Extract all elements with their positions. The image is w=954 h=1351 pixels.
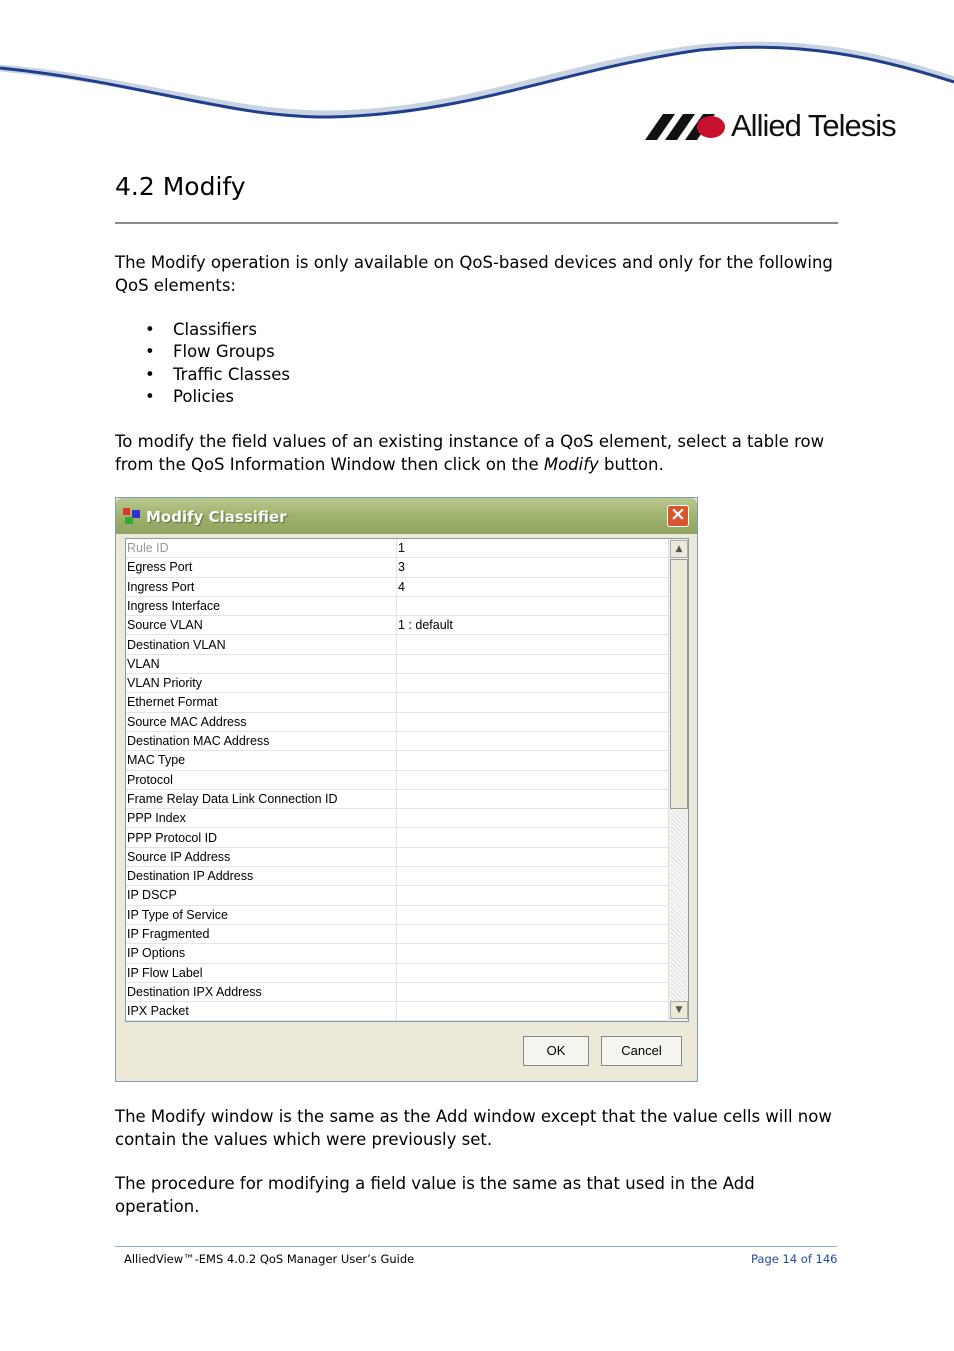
element-list [145, 319, 290, 408]
close-icon: × [670, 503, 686, 525]
footer-page-number: Page 14 of 146 [751, 1252, 838, 1266]
table-row[interactable] [126, 809, 668, 828]
field-name: IP Options [127, 946, 186, 961]
field-name: Destination VLAN [127, 637, 226, 652]
modify-classifier-dialog [115, 497, 698, 1082]
scroll-thumb[interactable] [670, 559, 688, 809]
table-row[interactable] [126, 886, 668, 905]
table-row[interactable] [126, 906, 668, 925]
table-row[interactable] [126, 578, 668, 597]
modify-window-paragraph: The Modify window is the same as the Add window except that the value cells will now contain the values which were previously set. [115, 1107, 832, 1149]
table-row[interactable] [126, 983, 668, 1002]
field-name: IPX Packet [127, 1004, 189, 1019]
table-row[interactable] [126, 655, 668, 674]
field-name: Egress Port [127, 560, 193, 575]
field-name: PPP Protocol ID [127, 830, 218, 845]
field-name: Source MAC Address [127, 714, 247, 729]
list-item: • Traffic Classes [145, 364, 290, 384]
procedure-paragraph: The procedure for modifying a field value is the same as that used in the Add operation. [115, 1174, 755, 1216]
field-name: Protocol [127, 772, 173, 787]
section-heading: 4.2 Modify [115, 172, 246, 201]
ok-button[interactable]: OK [523, 1036, 589, 1066]
table-row[interactable] [126, 790, 668, 809]
field-name: Ingress Interface [127, 598, 221, 613]
field-name: VLAN [127, 656, 160, 671]
table-row[interactable] [126, 964, 668, 983]
table-row[interactable] [126, 944, 668, 963]
modify-emphasis: Modify [543, 455, 599, 474]
table-row[interactable] [126, 693, 668, 712]
field-name: Source VLAN [127, 618, 203, 633]
field-value[interactable]: 1 [398, 541, 405, 555]
field-name: Rule ID [127, 541, 169, 555]
field-name: IP Type of Service [127, 907, 228, 922]
intro-paragraph: The Modify operation is only available on QoS-based devices and only for the following QoS elements: [115, 253, 833, 295]
table-row[interactable] [126, 925, 668, 944]
scroll-down-button[interactable]: ▼ [670, 1001, 688, 1019]
field-name: IP DSCP [127, 888, 177, 903]
close-button[interactable] [667, 505, 689, 527]
field-name: Destination IPX Address [127, 984, 262, 999]
table-row[interactable] [126, 867, 668, 886]
footer-rule [115, 1246, 837, 1247]
footer-doc-title: AlliedView™-EMS 4.0.2 QoS Manager User’s Guide [124, 1252, 415, 1266]
list-item: • Classifiers [145, 320, 257, 339]
table-row[interactable] [126, 732, 668, 751]
table-row[interactable] [126, 1002, 668, 1021]
field-name: MAC Type [127, 753, 186, 768]
dialog-titlebar[interactable] [116, 498, 697, 534]
table-row[interactable] [126, 848, 668, 867]
table-row[interactable] [126, 616, 668, 635]
instruction-paragraph: To modify the field values of an existing instance of a QoS element, select a table row from the QoS Information Window then click on the Modify button. [115, 432, 825, 474]
field-name: Destination MAC Address [127, 734, 270, 748]
logo-mark-icon [645, 114, 727, 140]
table-row[interactable] [126, 597, 668, 616]
classifier-table[interactable] [125, 538, 689, 1022]
table-row[interactable] [126, 539, 668, 558]
dialog-title: Modify Classifier [146, 508, 287, 526]
list-item: • Policies [145, 386, 235, 406]
table-row[interactable] [126, 674, 668, 693]
allied-telesis-logo [645, 108, 905, 148]
table-row[interactable] [126, 558, 668, 577]
scroll-up-button[interactable]: ▲ [670, 540, 688, 558]
app-icon [122, 507, 142, 525]
table-row[interactable] [126, 771, 668, 790]
cancel-button[interactable]: Cancel [601, 1036, 682, 1066]
table-row[interactable] [126, 751, 668, 770]
scroll-track[interactable] [671, 811, 687, 1001]
table-row[interactable] [126, 713, 668, 732]
heading-rule [115, 222, 838, 224]
table-row[interactable] [126, 636, 668, 655]
field-name: IP Fragmented [127, 927, 210, 941]
field-name: Ingress Port [127, 579, 195, 594]
logo-text: Allied Telesis [731, 108, 896, 143]
field-name: VLAN Priority [127, 676, 203, 691]
vertical-scrollbar[interactable] [668, 539, 689, 1021]
field-name: PPP Index [127, 811, 186, 826]
field-value[interactable]: 1 : default [398, 618, 453, 633]
field-name: Source IP Address [127, 849, 231, 864]
field-value[interactable]: 3 [398, 560, 405, 575]
field-name: Frame Relay Data Link Connection ID [127, 791, 338, 806]
table-row[interactable] [126, 829, 668, 848]
field-name: Destination IP Address [127, 869, 254, 884]
list-item: • Flow Groups [145, 342, 275, 362]
field-value[interactable]: 4 [398, 579, 405, 594]
field-name: IP Flow Label [127, 965, 203, 980]
field-name: Ethernet Format [127, 695, 218, 710]
